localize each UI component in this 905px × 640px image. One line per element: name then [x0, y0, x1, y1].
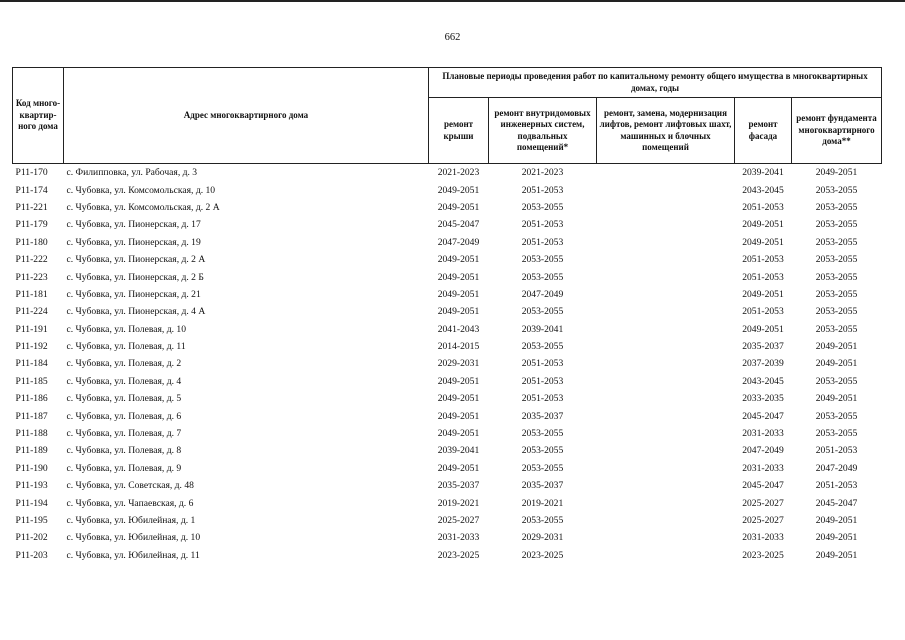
- cell-code: P11-221: [15, 201, 48, 213]
- cell-code: P11-224: [15, 306, 48, 318]
- cell-elevators: [597, 494, 735, 511]
- cell-systems: 2053-2055: [521, 462, 564, 474]
- cell-systems: 2019-2021: [521, 497, 564, 509]
- header-roof: ремонт крыши: [429, 98, 489, 164]
- cell-facade: 2031-2033: [742, 532, 784, 544]
- cell-roof: 2019-2021: [437, 497, 480, 509]
- table-row: [13, 251, 882, 268]
- cell-address: с. Чубовка, ул. Полевая, д. 6: [66, 410, 182, 422]
- cell-roof: 2029-2031: [437, 358, 480, 370]
- cell-address: с. Чубовка, ул. Пионерская, д. 2 Б: [66, 271, 204, 283]
- cell-systems: 2051-2053: [521, 184, 564, 196]
- table-row: [13, 442, 882, 459]
- cell-code: P11-170: [13, 164, 64, 182]
- top-border-line: [0, 0, 905, 2]
- cell-facade: 2039-2041: [735, 164, 792, 182]
- cell-address: с. Чубовка, ул. Полевая, д. 10: [66, 323, 186, 335]
- cell-elevators: [597, 547, 735, 564]
- cell-code: P11-193: [15, 480, 48, 492]
- cell-address: с. Чубовка, ул. Пионерская, д. 17: [66, 219, 201, 231]
- cell-roof: 2025-2027: [437, 515, 480, 526]
- cell-facade: 2043-2045: [742, 375, 784, 387]
- table-row: [13, 181, 882, 198]
- cell-systems: 2053-2055: [521, 341, 564, 353]
- cell-systems: 2053-2055: [521, 306, 564, 318]
- cell-elevators: [597, 321, 735, 338]
- cell-facade: 2031-2033: [742, 462, 784, 474]
- cell-foundation: 2053-2055: [815, 201, 858, 213]
- cell-code: P11-194: [15, 497, 48, 509]
- cell-foundation: 2053-2055: [815, 306, 858, 318]
- header-periods-group: Плановые периоды проведения работ по капитальному ремонту общего имущества в многоквартирных домах, годы: [429, 68, 882, 98]
- cell-facade: 2049-2051: [742, 288, 784, 300]
- table-row: [13, 338, 882, 355]
- cell-roof: 2021-2023: [429, 164, 489, 182]
- cell-facade: 2037-2039: [742, 358, 784, 370]
- cell-foundation: 2047-2049: [815, 462, 858, 474]
- cell-elevators: [597, 286, 735, 303]
- cell-code: P11-174: [15, 184, 48, 196]
- cell-systems: 2039-2041: [521, 323, 564, 335]
- cell-roof: 2049-2051: [437, 428, 480, 440]
- cell-roof: 2049-2051: [437, 375, 480, 387]
- cell-roof: 2049-2051: [437, 288, 480, 300]
- cell-systems: 2053-2055: [521, 445, 564, 457]
- cell-roof: 2023-2025: [437, 549, 480, 561]
- cell-foundation: 2053-2055: [815, 184, 858, 196]
- table-row: [13, 199, 882, 216]
- cell-elevators: [597, 442, 735, 459]
- table-row: [13, 268, 882, 285]
- cell-systems: 2053-2055: [521, 428, 564, 440]
- cell-address: с. Чубовка, ул. Советская, д. 48: [66, 480, 194, 492]
- table-row: [13, 529, 882, 546]
- cell-foundation: 2049-2051: [815, 515, 858, 526]
- cell-systems: 2053-2055: [521, 271, 564, 283]
- cell-code: P11-195: [15, 515, 48, 526]
- cell-foundation: 2049-2051: [815, 393, 858, 405]
- cell-foundation: 2053-2055: [815, 236, 858, 248]
- cell-code: P11-186: [15, 393, 48, 405]
- cell-facade: 2049-2051: [742, 236, 784, 248]
- table-row: [13, 425, 882, 442]
- cell-elevators: [597, 164, 735, 182]
- cell-code: P11-202: [15, 532, 48, 544]
- capital-repair-table: [12, 67, 882, 564]
- cell-roof: 2014-2015: [437, 341, 480, 353]
- table-row: [13, 547, 882, 564]
- cell-foundation: 2053-2055: [815, 428, 858, 440]
- cell-foundation: 2053-2055: [815, 271, 858, 283]
- cell-facade: 2043-2045: [742, 184, 784, 196]
- cell-systems: 2035-2037: [521, 480, 564, 492]
- cell-facade: 2049-2051: [742, 219, 784, 231]
- header-code: Код много-квартир-ного дома: [13, 68, 64, 164]
- cell-address: с. Чубовка, ул. Юбилейная, д. 1: [66, 515, 196, 526]
- cell-systems: 2023-2025: [521, 549, 564, 561]
- table-row: [13, 216, 882, 233]
- cell-elevators: [597, 460, 735, 477]
- cell-address: с. Чубовка, ул. Полевая, д. 9: [66, 462, 182, 474]
- table-row: [13, 355, 882, 372]
- cell-roof: 2049-2051: [437, 271, 480, 283]
- cell-roof: 2049-2051: [437, 462, 480, 474]
- table-row: [13, 321, 882, 338]
- cell-address: с. Чубовка, ул. Полевая, д. 11: [66, 341, 186, 353]
- cell-roof: 2041-2043: [437, 323, 480, 335]
- cell-systems: 2051-2053: [521, 219, 564, 231]
- cell-facade: 2045-2047: [742, 480, 784, 492]
- cell-foundation: 2053-2055: [815, 323, 858, 335]
- header-facade: ремонт фасада: [735, 98, 792, 164]
- cell-elevators: [597, 338, 735, 355]
- cell-foundation: 2053-2055: [815, 375, 858, 387]
- page-number: 662: [444, 32, 461, 43]
- cell-address: с. Чубовка, ул. Юбилейная, д. 11: [66, 549, 200, 561]
- cell-code: P11-192: [15, 341, 48, 353]
- table-row: [13, 373, 882, 390]
- cell-code: P11-188: [15, 428, 48, 440]
- header-elevators: ремонт, замена, модернизация лифтов, ремонт лифтовых шахт, машинных и блочных помещений: [597, 98, 735, 164]
- cell-elevators: [597, 355, 735, 372]
- cell-address: с. Чубовка, ул. Полевая, д. 2: [66, 358, 182, 370]
- cell-foundation: 2053-2055: [815, 254, 858, 266]
- cell-systems: 2051-2053: [521, 358, 564, 370]
- cell-systems: 2053-2055: [521, 201, 564, 213]
- cell-facade: 2025-2027: [742, 515, 784, 526]
- cell-facade: 2051-2053: [742, 271, 784, 283]
- cell-facade: 2031-2033: [742, 428, 784, 440]
- cell-address: с. Чубовка, ул. Полевая, д. 7: [66, 428, 182, 440]
- cell-elevators: [597, 216, 735, 233]
- table-row: [13, 286, 882, 303]
- cell-foundation: 2053-2055: [815, 219, 858, 231]
- header-systems: ремонт внутридомовых инженерных систем, подвальных помещений*: [489, 98, 597, 164]
- cell-facade: 2045-2047: [742, 410, 784, 422]
- cell-address: с. Чубовка, ул. Полевая, д. 8: [66, 445, 182, 457]
- cell-foundation: 2049-2051: [815, 532, 858, 544]
- cell-elevators: [597, 251, 735, 268]
- table-row: [13, 494, 882, 511]
- cell-roof: 2049-2051: [437, 410, 480, 422]
- cell-address: с. Чубовка, ул. Комсомольская, д. 10: [66, 184, 216, 196]
- cell-facade: 2051-2053: [742, 254, 784, 266]
- cell-address: с. Чубовка, ул. Пионерская, д. 2 А: [66, 254, 206, 266]
- cell-code: P11-189: [15, 445, 48, 457]
- cell-foundation: 2049-2051: [815, 549, 858, 561]
- cell-address: с. Чубовка, ул. Чапаевская, д. 6: [66, 497, 194, 509]
- cell-roof: 2039-2041: [437, 445, 480, 457]
- cell-facade: 2023-2025: [742, 549, 784, 561]
- cell-roof: 2031-2033: [437, 532, 480, 544]
- cell-code: P11-181: [15, 288, 48, 300]
- cell-elevators: [597, 407, 735, 424]
- cell-address: с. Чубовка, ул. Пионерская, д. 19: [66, 236, 201, 248]
- cell-code: P11-222: [15, 254, 48, 266]
- cell-elevators: [597, 268, 735, 285]
- cell-address: с. Чубовка, ул. Полевая, д. 5: [66, 393, 182, 405]
- cell-elevators: [597, 199, 735, 216]
- cell-code: P11-185: [15, 375, 48, 387]
- cell-systems: 2051-2053: [521, 236, 564, 248]
- table-body: [13, 164, 882, 564]
- cell-systems: 2047-2049: [521, 288, 564, 300]
- cell-foundation: 2049-2051: [792, 164, 882, 182]
- cell-foundation: 2053-2055: [815, 288, 858, 300]
- cell-code: P11-223: [15, 271, 48, 283]
- table-row: [13, 477, 882, 494]
- header-address: Адрес многоквартирного дома: [64, 68, 429, 164]
- cell-roof: 2049-2051: [437, 201, 480, 213]
- cell-elevators: [597, 425, 735, 442]
- cell-address: с. Чубовка, ул. Юбилейная, д. 10: [66, 532, 201, 544]
- cell-systems: 2035-2037: [521, 410, 564, 422]
- cell-systems: 2051-2053: [521, 375, 564, 387]
- cell-address: с. Чубовка, ул. Комсомольская, д. 2 А: [66, 201, 220, 213]
- table-row: [13, 407, 882, 424]
- cell-code: P11-179: [15, 219, 48, 231]
- cell-roof: 2049-2051: [437, 184, 480, 196]
- cell-elevators: [597, 390, 735, 407]
- cell-foundation: 2053-2055: [815, 410, 858, 422]
- cell-systems: 2051-2053: [521, 393, 564, 405]
- cell-elevators: [597, 373, 735, 390]
- cell-roof: 2049-2051: [437, 306, 480, 318]
- cell-roof: 2045-2047: [437, 219, 480, 231]
- cell-address: с. Филипповка, ул. Рабочая, д. 3: [64, 164, 429, 182]
- cell-facade: 2035-2037: [742, 341, 784, 353]
- cell-code: P11-203: [15, 549, 48, 561]
- cell-address: с. Чубовка, ул. Пионерская, д. 4 А: [66, 306, 206, 318]
- cell-address: с. Чубовка, ул. Пионерская, д. 21: [66, 288, 201, 300]
- cell-code: P11-190: [15, 462, 48, 474]
- cell-elevators: [597, 303, 735, 320]
- cell-systems: 2053-2055: [521, 515, 564, 526]
- cell-code: P11-180: [15, 236, 48, 248]
- cell-code: P11-184: [15, 358, 48, 370]
- table-row: [13, 234, 882, 251]
- cell-roof: 2035-2037: [437, 480, 480, 492]
- cell-elevators: [597, 181, 735, 198]
- table-row: [13, 164, 882, 182]
- cell-elevators: [597, 529, 735, 546]
- cell-roof: 2049-2051: [437, 393, 480, 405]
- cell-elevators: [597, 512, 735, 529]
- cell-systems: 2029-2031: [521, 532, 564, 544]
- cell-foundation: 2051-2053: [815, 445, 858, 457]
- cell-code: P11-187: [15, 410, 48, 422]
- header-foundation: ремонт фундамента многоквартирного дома**: [792, 98, 882, 164]
- cell-roof: 2047-2049: [437, 236, 480, 248]
- cell-systems: 2021-2023: [489, 164, 597, 182]
- cell-code: P11-191: [15, 323, 48, 335]
- table-row: [13, 390, 882, 407]
- cell-facade: 2047-2049: [742, 445, 784, 457]
- cell-foundation: 2051-2053: [815, 480, 858, 492]
- cell-facade: 2025-2027: [742, 497, 784, 509]
- table-row: [13, 303, 882, 320]
- cell-facade: 2051-2053: [742, 306, 784, 318]
- cell-roof: 2049-2051: [437, 254, 480, 266]
- cell-facade: 2049-2051: [742, 323, 784, 335]
- cell-elevators: [597, 234, 735, 251]
- cell-facade: 2033-2035: [742, 393, 784, 405]
- table-row: [13, 512, 882, 529]
- table-row: [13, 460, 882, 477]
- cell-elevators: [597, 477, 735, 494]
- cell-foundation: 2045-2047: [815, 497, 858, 509]
- cell-systems: 2053-2055: [521, 254, 564, 266]
- cell-foundation: 2049-2051: [815, 341, 858, 353]
- cell-foundation: 2049-2051: [815, 358, 858, 370]
- cell-address: с. Чубовка, ул. Полевая, д. 4: [66, 375, 182, 387]
- cell-facade: 2051-2053: [742, 201, 784, 213]
